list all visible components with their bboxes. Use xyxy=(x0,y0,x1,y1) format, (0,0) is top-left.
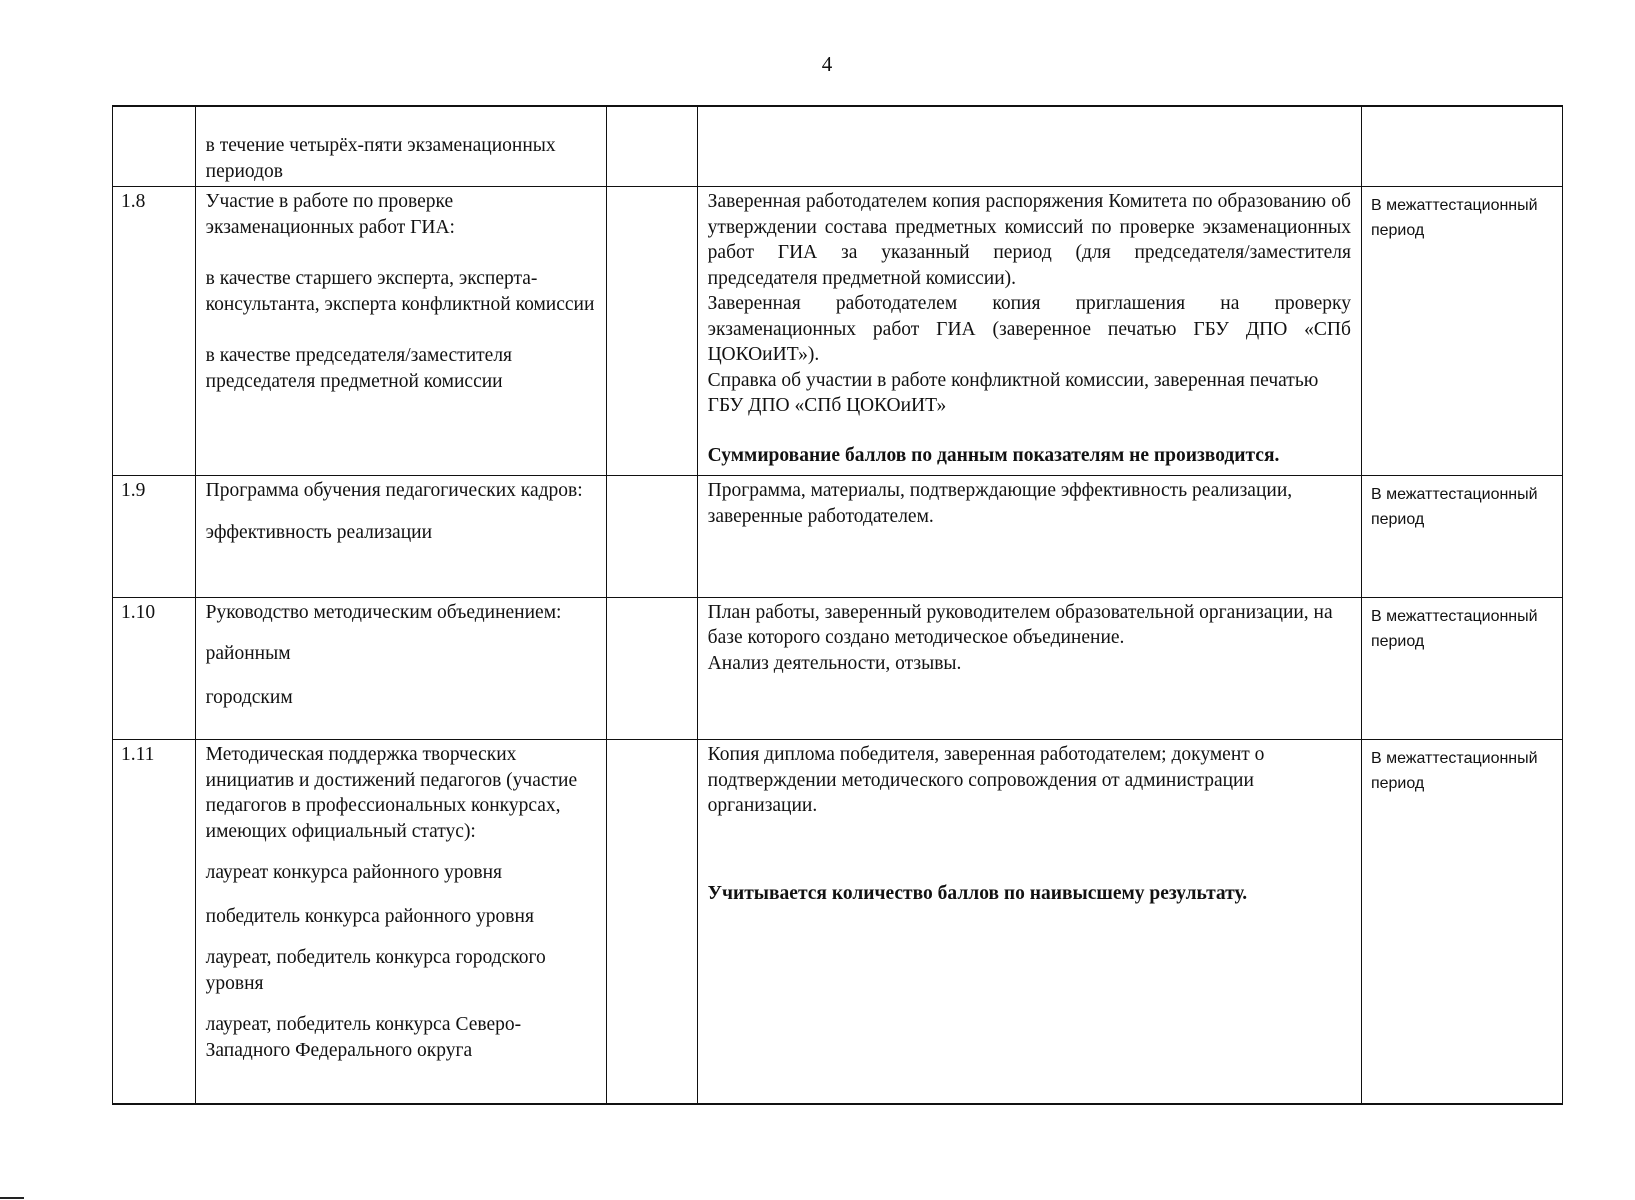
criterion-text: в качестве председателя/заместителя председателя предметной комиссии xyxy=(205,345,513,392)
score-cell xyxy=(606,597,697,740)
criterion-text: лауреат, победитель конкурса городского уровня xyxy=(205,947,546,994)
criterion-text: в течение четырёх-пяти экзаменационных периодов xyxy=(205,135,556,182)
criterion-text: Руководство методическим объединением: xyxy=(205,601,562,623)
document-text: Анализ деятельности, отзывы. xyxy=(707,652,962,674)
score-cell xyxy=(606,476,697,597)
document-text: Заверенная работодателем копия приглашения на проверку экзаменационных работ ГИА (заверенное печатью ГБУ ДПО «СПб ЦОКОиИТ»). xyxy=(707,293,1351,366)
table-row xyxy=(113,597,1563,740)
period-cell xyxy=(1361,106,1562,187)
score-cell xyxy=(606,740,697,1104)
period-cell: В межаттестационный период xyxy=(1361,476,1562,597)
criterion-cell xyxy=(195,597,606,740)
criterion-text: лауреат, победитель конкурса Северо-Западного Федерального округа xyxy=(205,1014,522,1061)
criterion-text: городским xyxy=(205,686,293,708)
document-note: Суммирование баллов по данным показателям не производится. xyxy=(707,444,1280,466)
period-cell: В межаттестационный период xyxy=(1361,187,1562,476)
score-cell xyxy=(606,187,697,476)
criterion-cell xyxy=(195,106,606,187)
score-cell xyxy=(606,106,697,187)
page-number: 4 xyxy=(821,52,833,76)
criterion-cell xyxy=(195,740,606,1104)
documents-cell xyxy=(697,106,1361,187)
documents-cell xyxy=(697,476,1361,597)
criterion-text: победитель конкурса районного уровня xyxy=(205,905,534,927)
row-number: 1.10 xyxy=(113,597,196,740)
criterion-text: районным xyxy=(205,643,291,665)
document-text: План работы, заверенный руководителем образовательной организации, на базе которого создано методическое объединение. xyxy=(707,601,1333,649)
row-number xyxy=(113,106,196,187)
documents-cell xyxy=(697,187,1361,476)
table-row xyxy=(113,740,1563,1104)
row-number: 1.9 xyxy=(113,476,196,597)
document-note: Учитывается количество баллов по наивысшему результату. xyxy=(707,882,1248,904)
documents-cell xyxy=(697,740,1361,1104)
criterion-text: эффективность реализации xyxy=(205,521,433,543)
table-row xyxy=(113,187,1563,476)
criterion-cell xyxy=(195,187,606,476)
period-cell: В межаттестационный период xyxy=(1361,740,1562,1104)
row-number: 1.11 xyxy=(113,740,196,1104)
table-row xyxy=(113,476,1563,597)
row-number: 1.8 xyxy=(113,187,196,476)
scan-edge-mark xyxy=(0,1197,24,1199)
table-row xyxy=(113,106,1563,187)
criterion-text: в качестве старшего эксперта, эксперта-консультанта, эксперта конфликтной комиссии xyxy=(205,268,595,315)
document-text: Программа, материалы, подтверждающие эффективность реализации, заверенные работодателем. xyxy=(707,480,1293,527)
criterion-text: Участие в работе по проверке экзаменационных работ ГИА: xyxy=(205,191,455,238)
document-text: Справка об участии в работе конфликтной комиссии, заверенная печатью ГБУ ДПО «СПб ЦОКОиИТ» xyxy=(707,369,1319,417)
period-cell: В межаттестационный период xyxy=(1361,597,1562,740)
document-text: Копия диплома победителя, заверенная работодателем; документ о подтверждении методического сопровождения от администрации организации. xyxy=(707,744,1265,817)
document-text: Заверенная работодателем копия распоряжения Комитета по образованию об утверждении состава предметных комиссий по проверке экзаменационных работ ГИА за указанный период (для председателя/заместителя председателя предметной комиссии). xyxy=(707,191,1351,289)
criterion-text: лауреат конкурса районного уровня xyxy=(205,862,502,884)
criterion-cell xyxy=(195,476,606,597)
criterion-text: Программа обучения педагогических кадров: xyxy=(205,480,583,502)
criterion-text: Методическая поддержка творческих инициатив и достижений педагогов (участие педагогов в профессиональных конкурсах, имеющих официальный статус): xyxy=(205,744,578,842)
documents-cell xyxy=(697,597,1361,740)
criteria-table xyxy=(112,105,1563,1105)
